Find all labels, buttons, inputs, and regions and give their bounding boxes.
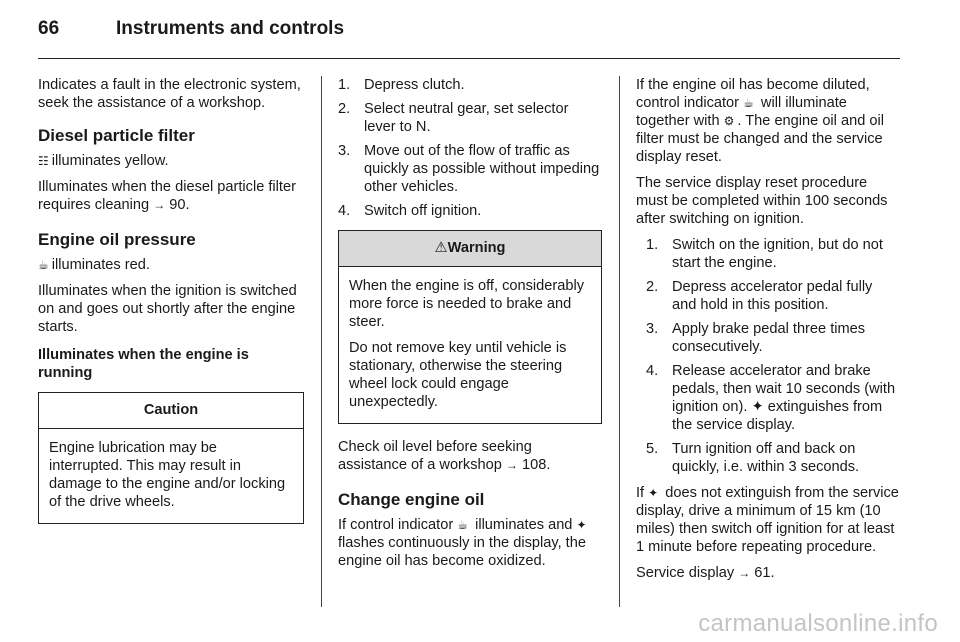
warning-icon: ⚠ [434, 240, 448, 256]
list-item: 3. Move out of the flow of traffic as quickly as possible without impeding other vehicles. [338, 143, 600, 195]
page-number: 66 [38, 18, 60, 39]
arrow-icon: → [738, 566, 751, 580]
oil-line1: ☕ illuminates red. [38, 257, 150, 273]
list-item: 1. Depress clutch. [338, 77, 465, 93]
list-item: 2. Depress accelerator pedal fully and hold in this position. [646, 279, 873, 313]
dpf-heading: Diesel particle filter [38, 126, 195, 145]
steps-list [338, 76, 602, 220]
column-divider [619, 76, 620, 607]
caution-box [38, 392, 304, 524]
column-3 [636, 76, 900, 590]
watermark: carmanualsonline.info [698, 610, 938, 637]
column-divider [321, 76, 322, 607]
oil-pressure-heading: Engine oil pressure [38, 230, 196, 249]
warning-title: ⚠Warning [339, 231, 601, 267]
arrow-icon: → [153, 198, 166, 212]
dpf-icon: ☷ [38, 154, 49, 168]
check-ref-link[interactable]: 108. [521, 457, 551, 473]
oil-can-icon: ☕ [743, 96, 754, 110]
running-heading: Illuminates when the engine is running [38, 347, 249, 381]
intro-text: Indicates a fault in the electronic system, seek the assistance of a workshop. [38, 77, 301, 111]
caution-title: Caution [39, 393, 303, 429]
service-icon: ⚙ [723, 114, 735, 128]
dpf-ref-link[interactable]: 90. [169, 197, 190, 213]
list-item: 2. Select neutral gear, set selector lever to N. [338, 101, 569, 135]
dpf-line1: ☷ illuminates yellow. [38, 153, 169, 169]
service-display-ref: Service display → 61. [636, 565, 775, 581]
oil-line2: Illuminates when the ignition is switched on and goes out shortly after the engine starts. [38, 283, 297, 335]
warning-box [338, 230, 602, 424]
list-item: 1. Switch on the ignition, but do not start the engine. [646, 237, 883, 271]
warning-p1: When the engine is off, considerably more force is needed to brake and steer. [349, 278, 584, 330]
wrench-icon: ✦ [576, 518, 587, 532]
dpf-line2: Illuminates when the diesel particle filter requires cleaning → 90. [38, 179, 296, 213]
caution-text: Engine lubrication may be interrupted. This may result in damage to the engine and/or locking of the drive wheels. [49, 440, 286, 510]
arrow-icon: → [505, 458, 518, 472]
list-item: 5. Turn ignition off and back on quickly, i.e. within 3 seconds. [646, 441, 860, 475]
column-2 [338, 76, 602, 578]
wrench-icon: ✦ [648, 486, 659, 500]
page-title: Instruments and controls [116, 18, 345, 39]
change-oil-heading: Change engine oil [338, 490, 485, 509]
warning-p2: Do not remove key until vehicle is stationary, otherwise the steering wheel lock could engage unexpectedly. [349, 340, 567, 410]
diluted-text: If the engine oil has become diluted, control indicator ☕ will illuminate together with ⚙ . The engine oil and oil filter must be changed and the service display reset. [636, 77, 884, 165]
column-1 [38, 76, 304, 538]
list-item: 4. Switch off ignition. [338, 203, 482, 219]
oil-can-icon: ☕ [457, 518, 469, 532]
oil-can-icon: ☕ [38, 258, 49, 272]
header-rule [38, 58, 900, 59]
check-oil-text: Check oil level before seeking assistance of a workshop → 108. [338, 439, 551, 473]
service-ref-link[interactable]: 61. [754, 565, 775, 581]
reset-intro: The service display reset procedure must be completed within 100 seconds after switching on ignition. [636, 175, 888, 227]
change-oil-text: If control indicator ☕ illuminates and ✦ flashes continuously in the display, the engine oil has become oxidized. [338, 517, 587, 569]
reset-steps-list [646, 236, 900, 476]
list-item: 3. Apply brake pedal three times consecutively. [646, 321, 866, 355]
list-item: 4. Release accelerator and brake pedals, then wait 10 seconds (with ignition on). ✦ extinguishes from the service display. [646, 363, 896, 433]
if-not-extinguish-text: If ✦ does not extinguish from the service display, drive a minimum of 15 km (10 miles) then switch off ignition for at least 1 minute before repeating procedure. [636, 485, 899, 555]
